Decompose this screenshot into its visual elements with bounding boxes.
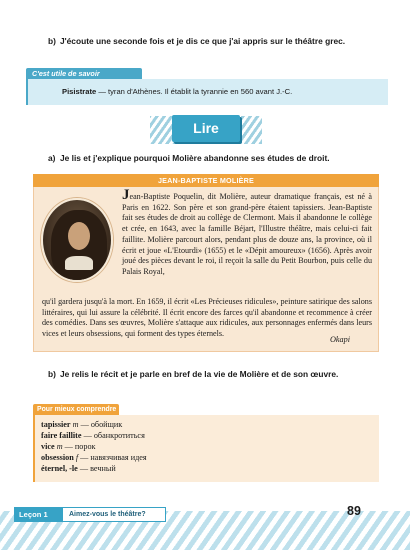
task-label: a) xyxy=(48,153,56,163)
task-text: J'écoute une seconde fois et je dis ce que j'ai appris sur le théâtre grec. xyxy=(60,36,346,46)
task-label: b) xyxy=(48,36,56,46)
page-number: 89 xyxy=(347,504,361,518)
vocab-item: tapissier m — обойщик xyxy=(41,420,123,429)
task-label: b) xyxy=(48,369,56,379)
lesson-label: Leçon 1 xyxy=(14,507,62,522)
reading-paragraph-1 xyxy=(122,187,372,278)
utile-definition: — tyran d'Athènes. Il établit la tyrannie en 560 avant J.-C. xyxy=(96,87,293,96)
vocab-list xyxy=(41,419,147,474)
portrait-collar xyxy=(65,256,93,270)
portrait-face xyxy=(68,222,90,250)
vocab-item: éternel, -le — вечный xyxy=(41,464,116,473)
task-b-greek-theatre xyxy=(48,36,380,47)
utile-note xyxy=(62,86,292,97)
reading-source: Okapi xyxy=(330,335,351,344)
task-b-moliere-life xyxy=(48,369,380,380)
paragraph-1-text: ean-Baptiste Poquelin, dit Molière, auteur dramatique français, est né à Paris en 1622. Son père et son grand-père étaient tapissiers. Jean-Baptiste fait ses études de droit au collège de Clermont. Mais il abandonne le collège et crée, en 1643, avec la famille Béjart, l'Illustre théâtre, mais celui-ci fait faillite. Molière parcourt alors, pendant plus de douze ans, la province, où il écrit et joue «L'Etourdi» (1655) et le «Dépit amoureux» (1656). Après avoir joué des pièces devant le roi, il reçoit la salle du Petit Bourbon, puis celle du Palais Royal, xyxy=(122,192,372,276)
moliere-portrait-image xyxy=(41,198,113,282)
vocab-tab: Pour mieux comprendre xyxy=(33,404,119,415)
lesson-title: Aimez-vous le théâtre? xyxy=(62,507,166,522)
utile-tab: C'est utile de savoir xyxy=(26,68,142,79)
task-text: Je lis et j'explique pourquoi Molière abandonne ses études de droit. xyxy=(60,153,330,163)
vocab-item: vice m — порок xyxy=(41,442,96,451)
section-title-lire: Lire xyxy=(172,115,240,142)
reading-text-header: JEAN-BAPTISTE MOLIÈRE xyxy=(33,174,379,187)
task-a-moliere-studies xyxy=(48,153,380,164)
vocab-item: faire faillite — обанкротиться xyxy=(41,431,145,440)
utile-term: Pisistrate xyxy=(62,87,97,96)
task-text: Je relis le récit et je parle en bref de la vie de Molière et de son œuvre. xyxy=(60,369,339,379)
drop-cap: J xyxy=(122,187,130,203)
reading-paragraph-2: qu'il gardera jusqu'à la mort. En 1659, il écrit «Les Précieuses ridicules», peinture satirique des salons littéraires, qui lui assure la célébrité. Il écrit encore des farces qu'il abandonne et recommence à créer des comédies. Dans ses œuvres, Molière s'attaque aux ridicules, aux personnages enfermés dans leurs vices et leurs obsessions, qui forment des types éternels. xyxy=(42,297,372,339)
vocab-item: obsession f — навязчивая идея xyxy=(41,453,147,462)
